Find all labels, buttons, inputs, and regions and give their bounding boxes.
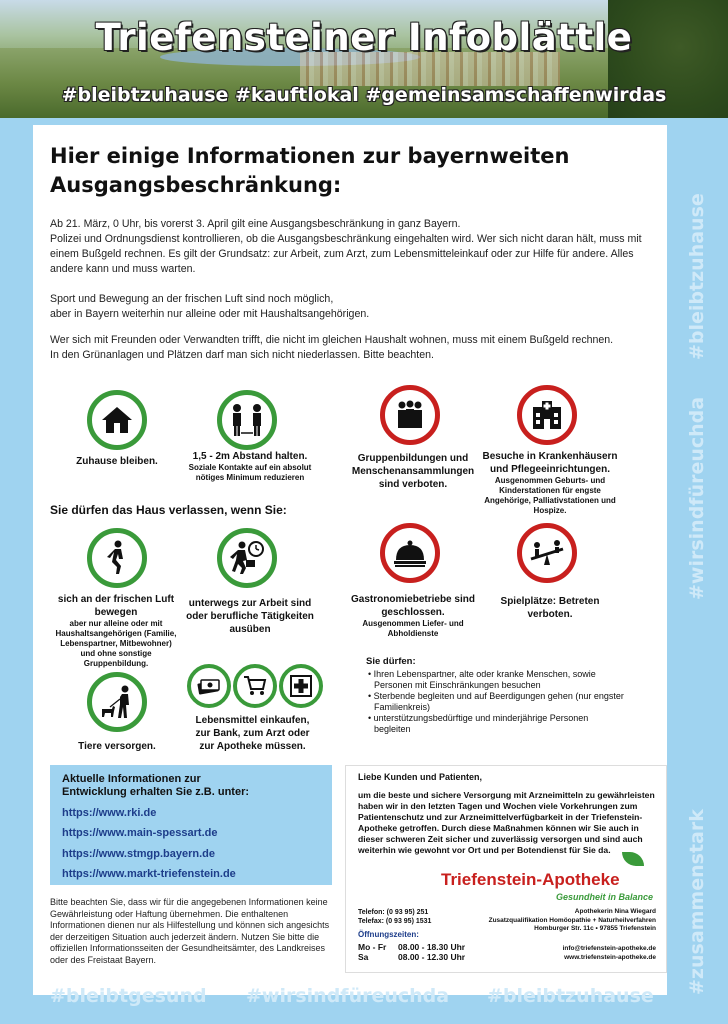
opening-hours	[358, 942, 465, 962]
hours-row	[358, 952, 465, 962]
playground-prohibited-icon	[517, 523, 577, 583]
paragraph-line: Sport und Bewegung an der frischen Luft sind noch möglich,	[50, 293, 334, 305]
shopping-cart-icon	[233, 664, 277, 708]
rule-distance-title: 1,5 - 2m Abstand halten.	[192, 451, 308, 462]
link-markt-triefenstein[interactable]: https://www.markt-triefenstein.de	[62, 868, 236, 880]
allowed-gastro-title: Gastronomiebetriebe sind geschlossen.	[351, 594, 475, 618]
paragraph-line: Ab 21. März, 0 Uhr, bis vorerst 3. April gilt eine Ausgangsbeschränkung in ganz Bayern.	[50, 218, 461, 230]
link-main-spessart[interactable]: https://www.main-spessart.de	[62, 827, 218, 839]
allowed-walk-sub: aber nur alleine oder mit Haushaltsangehörigen (Familie, Lebenspartner, Mitbewohner) und ohne sonstige Gruppenbildung.	[55, 619, 177, 668]
paragraph-3	[50, 333, 650, 363]
info-links-box	[50, 765, 332, 885]
money-icon	[187, 664, 231, 708]
allowed-walk-title: sich an der frischen Luft bewegen	[57, 594, 175, 618]
pharmacy-address: Homburger Str. 11c • 97855 Triefenstein	[534, 925, 656, 932]
pharmacy-qualification: Zusatzqualifikation Homöopathie + Naturheilverfahren	[488, 916, 656, 924]
pharmacy-message: um die beste und sichere Versorgung mit Arzneimitteln zu gewährleisten haben wir in den letzten Tagen und Wochen viele Vorkehrungen zum Patientenschutz und zur Arzneimittelverfügbarkeit in der Triefenstein-Apotheke getroffen. Durch diese Maßnahmen können wir Sie auch in dieser schweren Zeit sicher und zuverlässig versorgen und sind auch weiterhin wie gewohnt vor Ort und per Botendienst für Sie da.	[358, 790, 655, 855]
side-hashtag: #wirsindfüreuchda	[686, 396, 708, 600]
pharmacy-email[interactable]: info@triefenstein-apotheke.de	[562, 945, 656, 952]
allowed-shopping: Lebensmittel einkaufen, zur Bank, zum Arzt oder zur Apotheke müssen.	[195, 715, 310, 752]
bottom-hashtag: #bleibtzuhause	[487, 985, 654, 1007]
paragraph-line: Wer sich mit Freunden oder Verwandten trifft, die nicht im gleichen Haushalt wohnen, muss mit einem Bußgeld rechnen.	[50, 334, 614, 346]
rule-hospital-sub: Ausgenommen Geburts- und Kinderstationen für engste Angehörige, Palliativstationen und Hospize.	[484, 476, 616, 515]
allowed-playground: Spielplätze: Betreten verboten.	[500, 596, 600, 620]
allowed-walk	[52, 593, 180, 669]
pharmacy-cross-icon	[279, 664, 323, 708]
side-hashtag: #bleibtzuhause	[686, 193, 708, 360]
rule-hospital-title: Besuche in Krankenhäusern und Pflegeeinrichtungen.	[482, 451, 618, 475]
hours-row	[358, 942, 465, 952]
walking-person-icon	[87, 528, 147, 588]
allowed-gastro	[348, 593, 478, 639]
pharmacy-phone: Telefon: (0 93 95) 251	[358, 909, 429, 916]
distance-icon	[217, 390, 277, 450]
link-rki[interactable]: https://www.rki.de	[62, 807, 157, 819]
pharmacy-contact	[486, 944, 656, 962]
page-title: Triefensteiner Infoblättle	[95, 16, 633, 59]
pharmacy-owner-block	[476, 908, 656, 934]
pharmacy-phone-fax	[358, 908, 431, 926]
allowed-gastro-sub: Ausgenommen Liefer- und Abholdienste	[362, 619, 464, 638]
pharmacy-name: Triefenstein-Apotheke	[441, 870, 620, 889]
pharmacy-website[interactable]: www.triefenstein-apotheke.de	[564, 954, 656, 961]
allowed-list	[366, 656, 626, 735]
pharmacy-slogan: Gesundheit in Balance	[556, 892, 654, 902]
list-item: • Ihren Lebenspartner, alte oder kranke Menschen, sowie Personen mit Einschränkungen besuchen	[368, 669, 596, 690]
list-item: • Sterbende begleiten und auf Beerdigungen gehen (nur engster Familienkreis)	[368, 691, 624, 712]
hours-time: 08.00 - 12.30 Uhr	[398, 952, 466, 962]
pharmacy-fax: Telefax: (0 93 95) 1531	[358, 918, 432, 925]
house-icon	[87, 390, 147, 450]
opening-hours-title: Öffnungszeiten:	[358, 930, 419, 939]
dog-walking-icon	[87, 672, 147, 732]
hours-time: 08.00 - 18.30 Uhr	[398, 942, 466, 952]
rule-distance	[180, 450, 320, 483]
allowed-list-items	[366, 669, 626, 735]
heading-line-1: Hier einige Informationen zur bayernweiten	[50, 144, 570, 168]
rule-home: Zuhause bleiben.	[76, 456, 158, 467]
pharmacy-greeting: Liebe Kunden und Patienten,	[358, 772, 483, 782]
banner-hashtags: #bleibtzuhause #kauftlokal #gemeinsamschaffenwirdas	[61, 84, 667, 106]
disclaimer-text: Bitte beachten Sie, dass wir für die angegebenen Informationen keine Gewährleistung oder Haftung übernehmen. Die enthaltenen Informationen dienen nur als Hilfestellung und können sich angesichts der derzeitigen Situation auch jederzeit ändern. Nutzen Sie bitte die offiziellen Informationsseiten der Gesundheitsämter, des Landkreises oder des Freistaat Bayern.	[50, 897, 330, 965]
section-allowed-heading: Sie dürfen das Haus verlassen, wenn Sie:	[50, 503, 287, 517]
rule-groups: Gruppenbildungen und Menschenansammlungen sind verboten.	[351, 453, 475, 490]
link-stmgp[interactable]: https://www.stmgp.bayern.de	[62, 848, 215, 860]
pharmacy-owner: Apothekerin Nina Wiegard	[574, 908, 656, 915]
commuter-clock-icon	[217, 528, 277, 588]
info-heading: Aktuelle Informationen zur Entwicklung erhalten Sie z.B. unter:	[62, 773, 250, 798]
paragraph-1	[50, 217, 650, 277]
paragraph-line: aber in Bayern weiterhin nur alleine oder mit Haushaltsangehörigen.	[50, 308, 370, 320]
paragraph-line: Polizei und Ordnungsdienst kontrollieren, ob die Ausgangsbeschränkung eingehalten wird. Wer sich nicht daran hält, muss mit einem Bußgeld rechnen. Es gilt der Grundsatz: zur Arbeit, zum Arzt, zum Lebensmitteleinkauf oder zur Hilfe für andere. Alles andere kann und muss warten.	[50, 233, 642, 275]
paragraph-2	[50, 292, 650, 322]
side-hashtag: #zusammenstark	[686, 809, 708, 995]
allowed-list-title: Sie dürfen:	[366, 656, 416, 667]
group-prohibited-icon	[380, 385, 440, 445]
allowed-work: unterwegs zur Arbeit sind oder berufliche Tätigkeiten ausüben	[186, 598, 314, 635]
bottom-hashtag: #wirsindfüreuchda	[246, 985, 450, 1007]
hospital-prohibited-icon	[517, 385, 577, 445]
list-item: • unterstützungsbedürftige und minderjährige Personen begleiten	[368, 713, 589, 734]
list-item-text: Sterbende begleiten und auf Beerdigungen gehen (nur engster Familienkreis)	[373, 691, 624, 712]
heading-line-2: Ausgangsbeschränkung:	[50, 173, 342, 197]
bottom-hashtag: #bleibtgesund	[50, 985, 207, 1007]
list-item-text: Ihren Lebenspartner, alte oder kranke Menschen, sowie Personen mit Einschränkungen besuchen	[373, 669, 596, 690]
rule-hospital	[475, 450, 625, 516]
main-heading	[50, 142, 610, 200]
list-item-text: unterstützungsbedürftige und minderjährige Personen begleiten	[373, 713, 589, 734]
hours-days: Mo - Fr	[358, 942, 387, 952]
paragraph-line: In den Grünanlagen und Plätzen darf man sich nicht niederlassen. Bitte beachten.	[50, 349, 434, 361]
pharmacy-box	[345, 765, 667, 973]
rule-distance-sub: Soziale Kontakte auf ein absolut nötiges Minimum reduzieren	[188, 463, 312, 482]
allowed-pets: Tiere versorgen.	[78, 741, 156, 752]
restaurant-prohibited-icon	[380, 523, 440, 583]
hours-days: Sa	[358, 952, 369, 962]
